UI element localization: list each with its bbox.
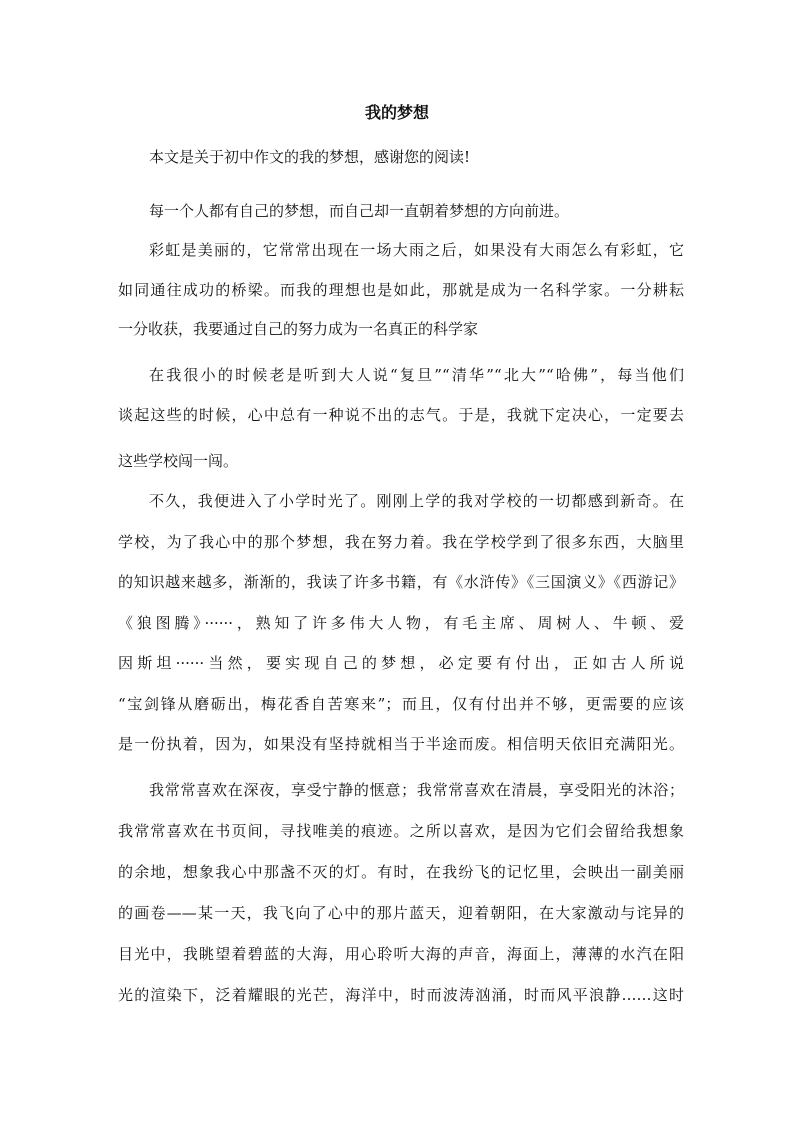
paragraph-line: 如同通往成功的桥梁。而我的理想也是如此，那就是成为一名科学家。一分耕耘 xyxy=(118,281,684,299)
paragraph-line: 本文是关于初中作文的我的梦想，感谢您的阅读! xyxy=(149,148,471,166)
paragraph-line: 谈起这些的时候，心中总有一种说不出的志气。于是，我就下定决心，一定要去 xyxy=(118,406,684,424)
paragraph-line: 的画卷——某一天，我飞向了心中的那片蓝天，迎着朝阳，在大家激动与诧异的 xyxy=(118,904,684,922)
paragraph-line: “宝剑锋从磨砺出，梅花香自苦寒来”；而且，仅有付出并不够，更需要的应该 xyxy=(118,695,684,713)
paragraph-line: 一分收获，我要通过自己的努力成为一名真正的科学家 xyxy=(118,320,479,338)
paragraph-line: 不久，我便进入了小学时光了。刚刚上学的我对学校的一切都感到新奇。在 xyxy=(149,492,684,510)
paragraph-line: 这些学校闯一闯。 xyxy=(118,452,239,470)
paragraph-line: 我常常喜欢在深夜，享受宁静的惬意；我常常喜欢在清晨，享受阳光的沐浴； xyxy=(149,781,684,799)
paragraph-line: 在我很小的时候老是听到大人说“复旦”“清华”“北大”“哈佛”，每当他们 xyxy=(149,366,684,384)
paragraph-line: 彩虹是美丽的，它常常出现在一场大雨之后，如果没有大雨怎么有彩虹，它 xyxy=(149,241,684,259)
paragraph-line: 目光中，我眺望着碧蓝的大海，用心聆听大海的声音，海面上，薄薄的水汽在阳 xyxy=(118,945,684,963)
paragraph-line: 学校，为了我心中的那个梦想，我在努力着。我在学校学到了很多东西，大脑里 xyxy=(118,533,684,551)
document-title: 我的梦想 xyxy=(364,103,429,122)
paragraph-line: 《狼图腾》······，熟知了许多伟大人物，有毛主席、周树人、牛顿、爱 xyxy=(118,614,684,632)
paragraph-line: 光的渲染下，泛着耀眼的光芒，海洋中，时而波涛汹涌，时而风平浪静……这时 xyxy=(118,986,684,1004)
paragraph-line: 的余地，想象我心中那盏不灭的灯。有时，在我纷飞的记忆里，会映出一副美丽 xyxy=(118,863,684,881)
paragraph-line: 我常常喜欢在书页间，寻找唯美的痕迹。之所以喜欢，是因为它们会留给我想象 xyxy=(118,822,684,840)
paragraph-line: 的知识越来越多，渐渐的，我读了许多书籍，有《水浒传》《三国演义》《西游记》 xyxy=(118,573,684,591)
paragraph-line: 是一份执着，因为，如果没有坚持就相当于半途而废。相信明天依旧充满阳光。 xyxy=(118,735,684,753)
paragraph-line: 因斯坦······当然，要实现自己的梦想，必定要有付出，正如古人所说 xyxy=(118,654,684,672)
paragraph-line: 每一个人都有自己的梦想，而自己却一直朝着梦想的方向前进。 xyxy=(149,202,570,220)
